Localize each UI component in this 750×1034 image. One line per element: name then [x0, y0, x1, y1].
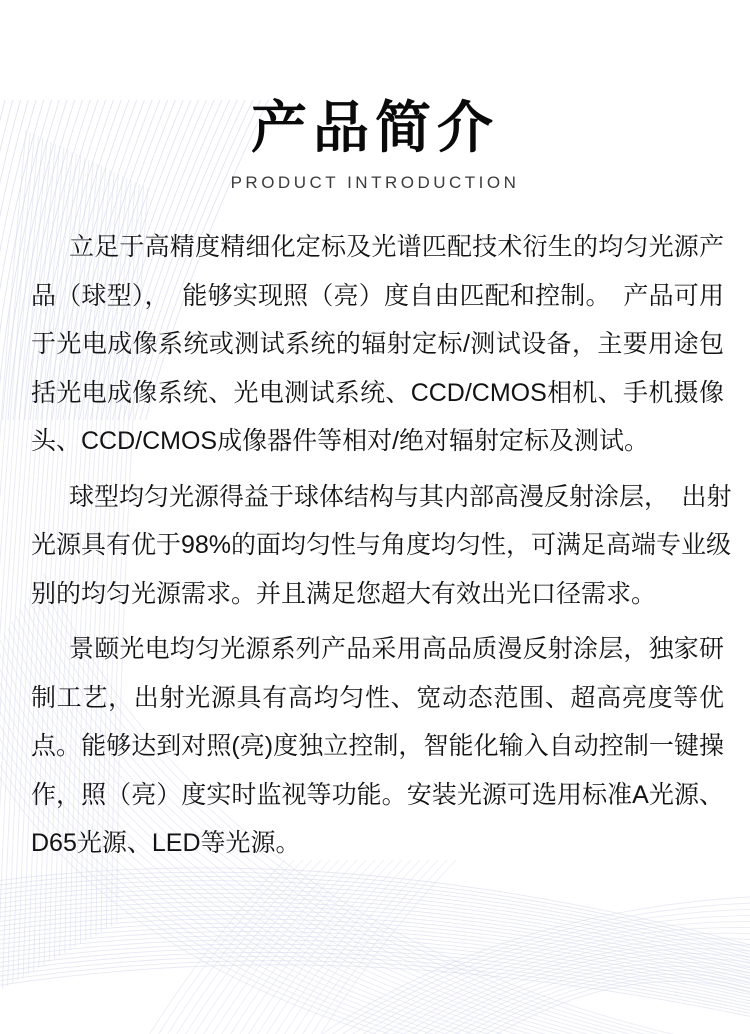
text-line: D65光源、LED等光源。: [31, 829, 301, 857]
text-line: 作，照（亮）度实时监视等功能。安装光源可选用标准A光源、: [31, 780, 724, 809]
intro-paragraph: [31, 473, 732, 619]
text-line: 于光电成像系统或测试系统的辐射定标/测试设备，主要用途包: [31, 330, 724, 358]
text-line: 立足于高精度精细化定标及光谱匹配技术衍生的均匀光源产: [69, 233, 724, 261]
product-introduction-section: [0, 96, 750, 868]
text-line: 头、CCD/CMOS成像器件等相对/绝对辐射定标及测试。: [31, 427, 650, 455]
text-line: 球型均匀光源得益于球体结构与其内部高漫反射涂层， 出射: [69, 482, 732, 511]
text-line: 光源具有优于98%的面均匀性与角度均匀性，可满足高端专业级: [31, 531, 732, 559]
intro-paragraph: [31, 223, 724, 466]
intro-paragraph: [31, 625, 724, 868]
text-line: 点。能够达到对照(亮)度独立控制，智能化输入自动控制一键操: [31, 732, 724, 760]
section-header: [0, 96, 750, 193]
page-subtitle: PRODUCT INTRODUCTION: [230, 173, 520, 192]
page-title: 产品简介: [251, 96, 499, 159]
text-line: 括光电成像系统、光电测试系统、CCD/CMOS相机、手机摄像: [31, 378, 724, 407]
text-line: 别的均匀光源需求。并且满足您超大有效出光口径需求。: [31, 579, 657, 608]
intro-body: [0, 223, 750, 868]
text-line: 品（球型）， 能够实现照（亮）度自由匹配和控制。 产品可用: [31, 281, 724, 310]
text-line: 制工艺，出射光源具有高均匀性、宽动态范围、超高亮度等优: [31, 683, 724, 712]
text-line: 景颐光电均匀光源系列产品采用高品质漫反射涂层，独家研: [69, 635, 724, 663]
